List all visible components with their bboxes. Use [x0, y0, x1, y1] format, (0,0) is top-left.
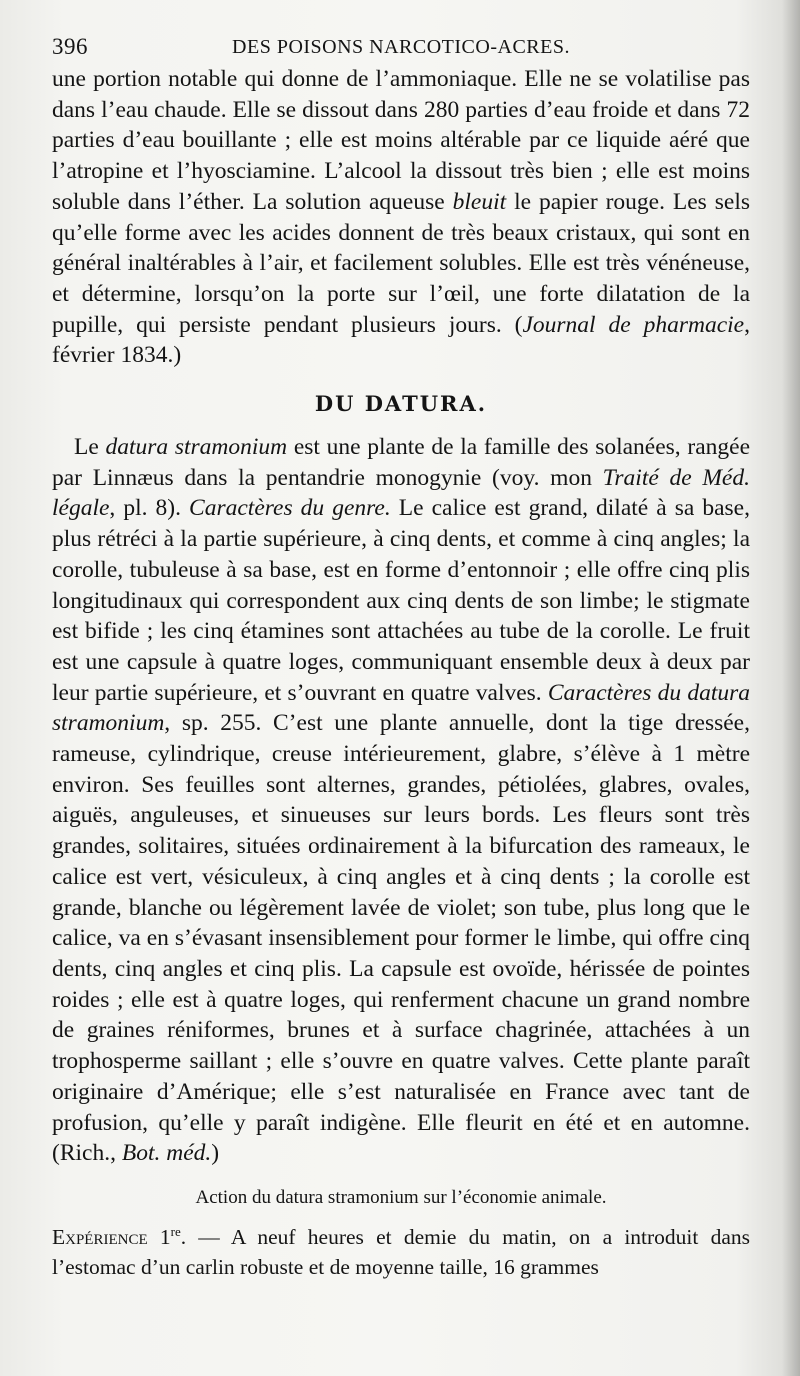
italic-run: bleuit: [452, 188, 507, 215]
journal-citation: Journal de pharmacie: [522, 311, 745, 338]
running-title: DES POISONS NARCOTICO-ACRES.: [232, 36, 570, 58]
text-run: une portion notable qui donne de l’ammoniaque. Elle ne se volatilise pas dans l’eau chaude. Elle se dissout dans 280 parties d’eau froide et dans 72 parties d’eau bouillante ; elle est moins altérable par ce liquide aéré que l’atropine et l’hyosciamine. L’alcool la dissout très bien ; elle est moins soluble dans l’éther. La solution aqueuse: [52, 66, 750, 215]
book-reference: Traité de Méd. légale: [52, 464, 750, 522]
text-run: Le calice est grand, dilaté à sa base, plus rétréci à la partie supérieure, à cinq dents, et comme à cinq angles; la corolle, tubuleuse à sa base, est en forme d’entonnoir ; elle offre cinq plis longitudinaux qui correspondent aux cinq dents de son limbe; le stigmate est bifide ; les cinq étamines sont attachées au tube de la corolle. Le fruit est une capsule à quatre loges, communiquant ensemble deux à deux par leur partie supérieure, et s’ouvrant en quatre valves.: [52, 495, 750, 706]
text-run: ): [211, 1140, 220, 1167]
experiment-label: Expérience 1: [52, 1225, 171, 1250]
intro-paragraph: [52, 64, 750, 371]
text-run: , février 1834.): [52, 311, 750, 369]
text-run: le papier rouge. Les sels qu’elle forme avec les acides donnent de très beaux cristaux, qui sont en général inaltérables à l’air, et facilement solubles. Elle est très vénéneuse, et détermine, lorsqu’on la porte sur l’œil, une forte dilatation de la pupille, qui persiste pendant plusieurs jours. (: [52, 188, 750, 338]
text-run: , sp. 255. C’est une plante annuelle, dont la tige dressée, rameuse, cylindrique, creuse intérieurement, glabre, s’élève à 1 mètre environ. Ses feuilles sont alternes, grandes, pétiolées, glabres, ovales, aiguës, anguleuses, et sinueuses sur leurs bords. Les fleurs sont très grandes, solitaires, situées ordinairement à la bifurcation des rameaux, le calice est vert, vésiculeux, à cinq angles et à cinq dents ; la corolle est grande, blanche ou légèrement lavée de violet; son tube, plus long que le calice, va en s’évasant insensiblement pour former le limbe, qui offre cinq dents, cinq angles et cinq plis. La capsule est ovoïde, hérissée de pointes roides ; elle est à quatre loges, qui renferment chacune un grand nombre de graines réniformes, brunes et à surface chagrinée, attachées à un trophosperme saillant ; elle s’ouvre en quatre valves. Cette plante paraît originaire d’Amérique; elle s’est naturalisée en France avec tant de profusion, qu’elle y paraît indigène. Elle fleurit en été et en automne. (Rich.,: [52, 710, 750, 1167]
experiment-section: [52, 1187, 750, 1282]
ordinal-suffix: re: [170, 1223, 181, 1239]
text-run: Le: [74, 434, 106, 461]
species-heading: Caractères du datura stramonium: [52, 679, 751, 737]
page-number: 396: [52, 34, 88, 59]
text-run: est une plante de la famille des solanées, rangée par Linnæus dans la pentandrie monogynie (voy. mon: [52, 434, 750, 491]
section-title: DU DATURA.: [314, 391, 488, 417]
text-run: , pl. 8).: [109, 495, 190, 522]
running-head: [52, 30, 750, 64]
page-edge-shadow: [782, 0, 800, 1376]
text-run: . — A neuf heures et demie du matin, on a introduit dans l’estomac d’un carlin robuste et de moyenne taille, 16 grammes: [52, 1225, 750, 1280]
experiment-paragraph: [52, 1217, 750, 1282]
species-name: datura stramonium: [105, 434, 288, 461]
subsection-title: Action du datura stramonium sur l’économie animale.: [195, 1186, 607, 1208]
genus-heading: Caractères du genre.: [189, 495, 391, 522]
datura-paragraph: [52, 432, 750, 1169]
botany-reference: Bot. méd.: [121, 1140, 212, 1167]
main-text: [52, 64, 750, 1169]
